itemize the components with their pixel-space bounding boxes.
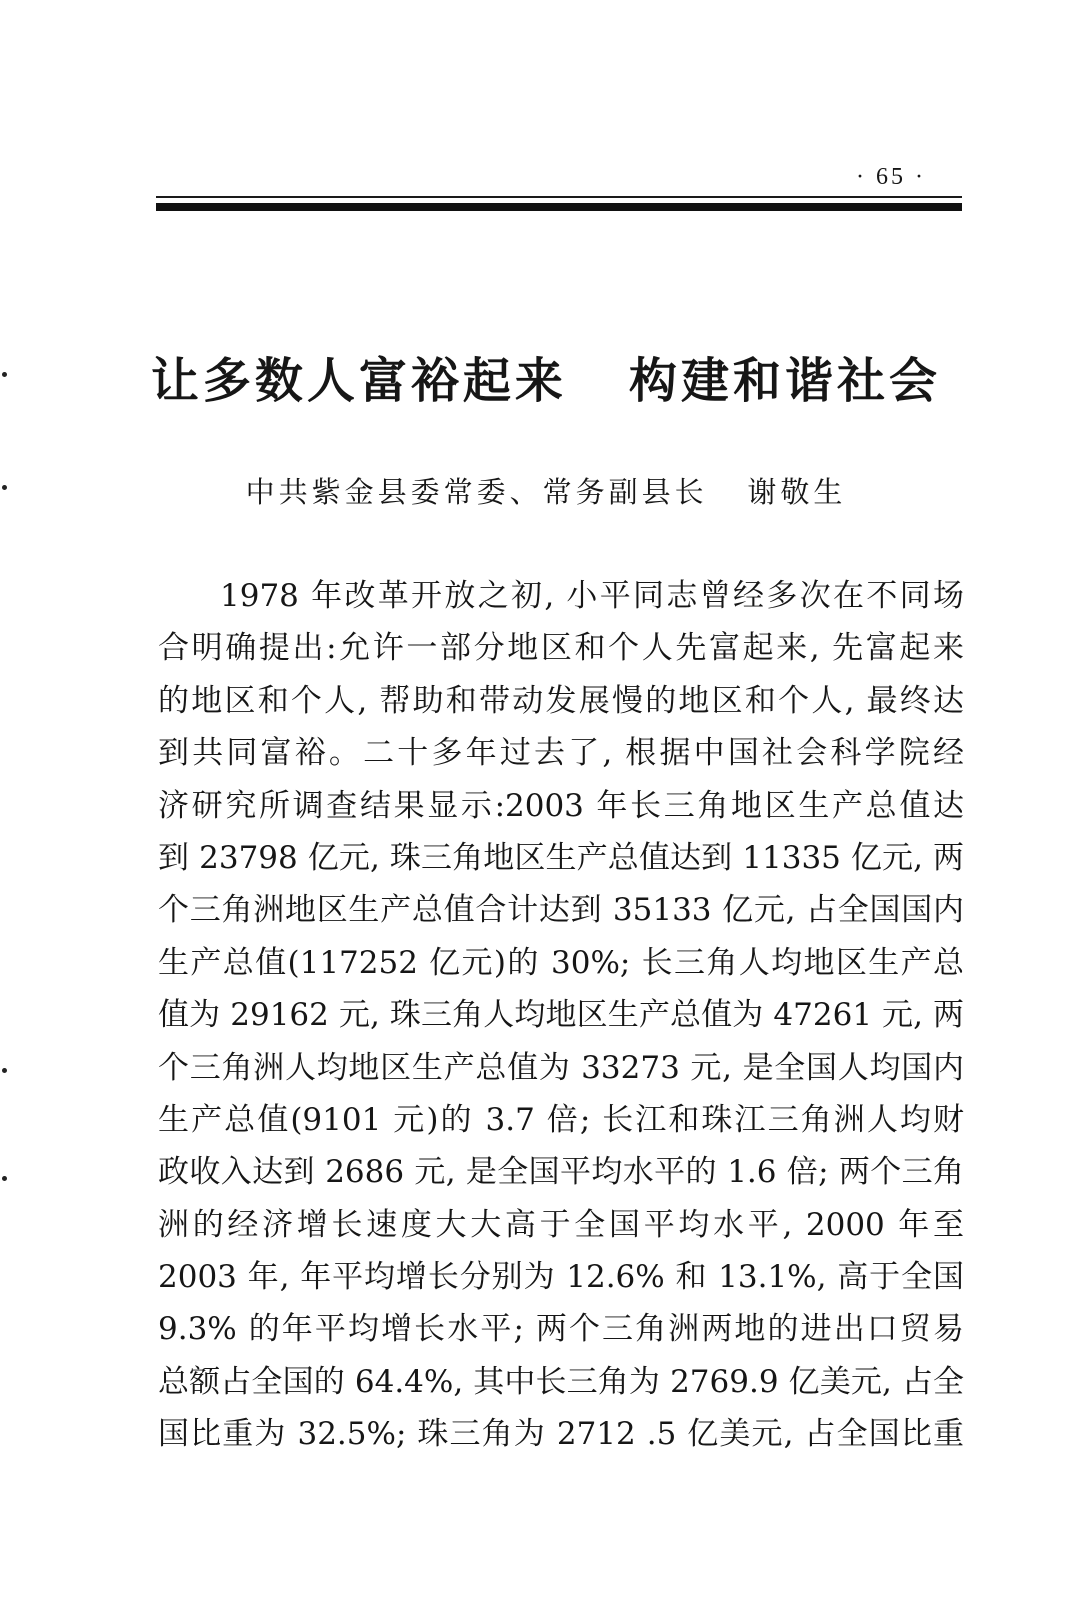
body-line: 个三角洲地区生产总值合计达到 35133 亿元, 占全国国内 <box>158 892 964 929</box>
body-line: 的地区和个人, 帮助和带动发展慢的地区和个人, 最终达 <box>158 682 964 719</box>
body-line: 值为 29162 元, 珠三角人均地区生产总值为 47261 元, 两 <box>158 997 964 1034</box>
body-line: 2003 年, 年平均增长分别为 12.6% 和 13.1%, 高于全国 <box>158 1259 964 1296</box>
body-line: 9.3% 的年平均增长水平; 两个三角洲两地的进出口贸易 <box>158 1311 964 1348</box>
body-line: 到共同富裕。二十多年过去了, 根据中国社会科学院经 <box>158 735 964 772</box>
body-line: 到 23798 亿元, 珠三角地区生产总值达到 11335 亿元, 两 <box>158 839 964 876</box>
body-line: 合明确提出:允许一部分地区和个人先富起来, 先富起来 <box>158 630 964 667</box>
header-rule-thin <box>156 196 962 198</box>
page-number: · 65 · <box>856 164 926 190</box>
body-line: 生产总值(117252 亿元)的 30%; 长三角人均地区生产总 <box>158 944 964 981</box>
scan-speck <box>2 485 7 490</box>
header-rule-thick <box>156 203 962 211</box>
body-line: 国比重为 32.5%; 珠三角为 2712 .5 亿美元, 占全国比重 <box>158 1416 964 1453</box>
body-line: 济研究所调查结果显示:2003 年长三角地区生产总值达 <box>158 787 964 824</box>
scan-speck <box>2 372 7 377</box>
body-line: 生产总值(9101 元)的 3.7 倍; 长江和珠江三角洲人均财 <box>158 1101 964 1138</box>
body-line: 洲的经济增长速度大大高于全国平均水平, 2000 年至 <box>158 1206 964 1243</box>
body-line: 政收入达到 2686 元, 是全国平均水平的 1.6 倍; 两个三角 <box>158 1154 964 1191</box>
body-line: 总额占全国的 64.4%, 其中长三角为 2769.9 亿美元, 占全 <box>158 1363 964 1400</box>
scan-speck <box>2 1176 7 1181</box>
author-byline: 中共紫金县委常委、常务副县长 谢敬生 <box>245 475 847 509</box>
scan-speck <box>2 1068 7 1073</box>
article-body <box>158 570 964 1461</box>
body-line: 个三角洲人均地区生产总值为 33273 元, 是全国人均国内 <box>158 1049 964 1086</box>
body-line: 1978 年改革开放之初, 小平同志曾经多次在不同场 <box>220 578 964 614</box>
article-title: 让多数人富裕起来 构建和谐社会 <box>150 353 942 409</box>
